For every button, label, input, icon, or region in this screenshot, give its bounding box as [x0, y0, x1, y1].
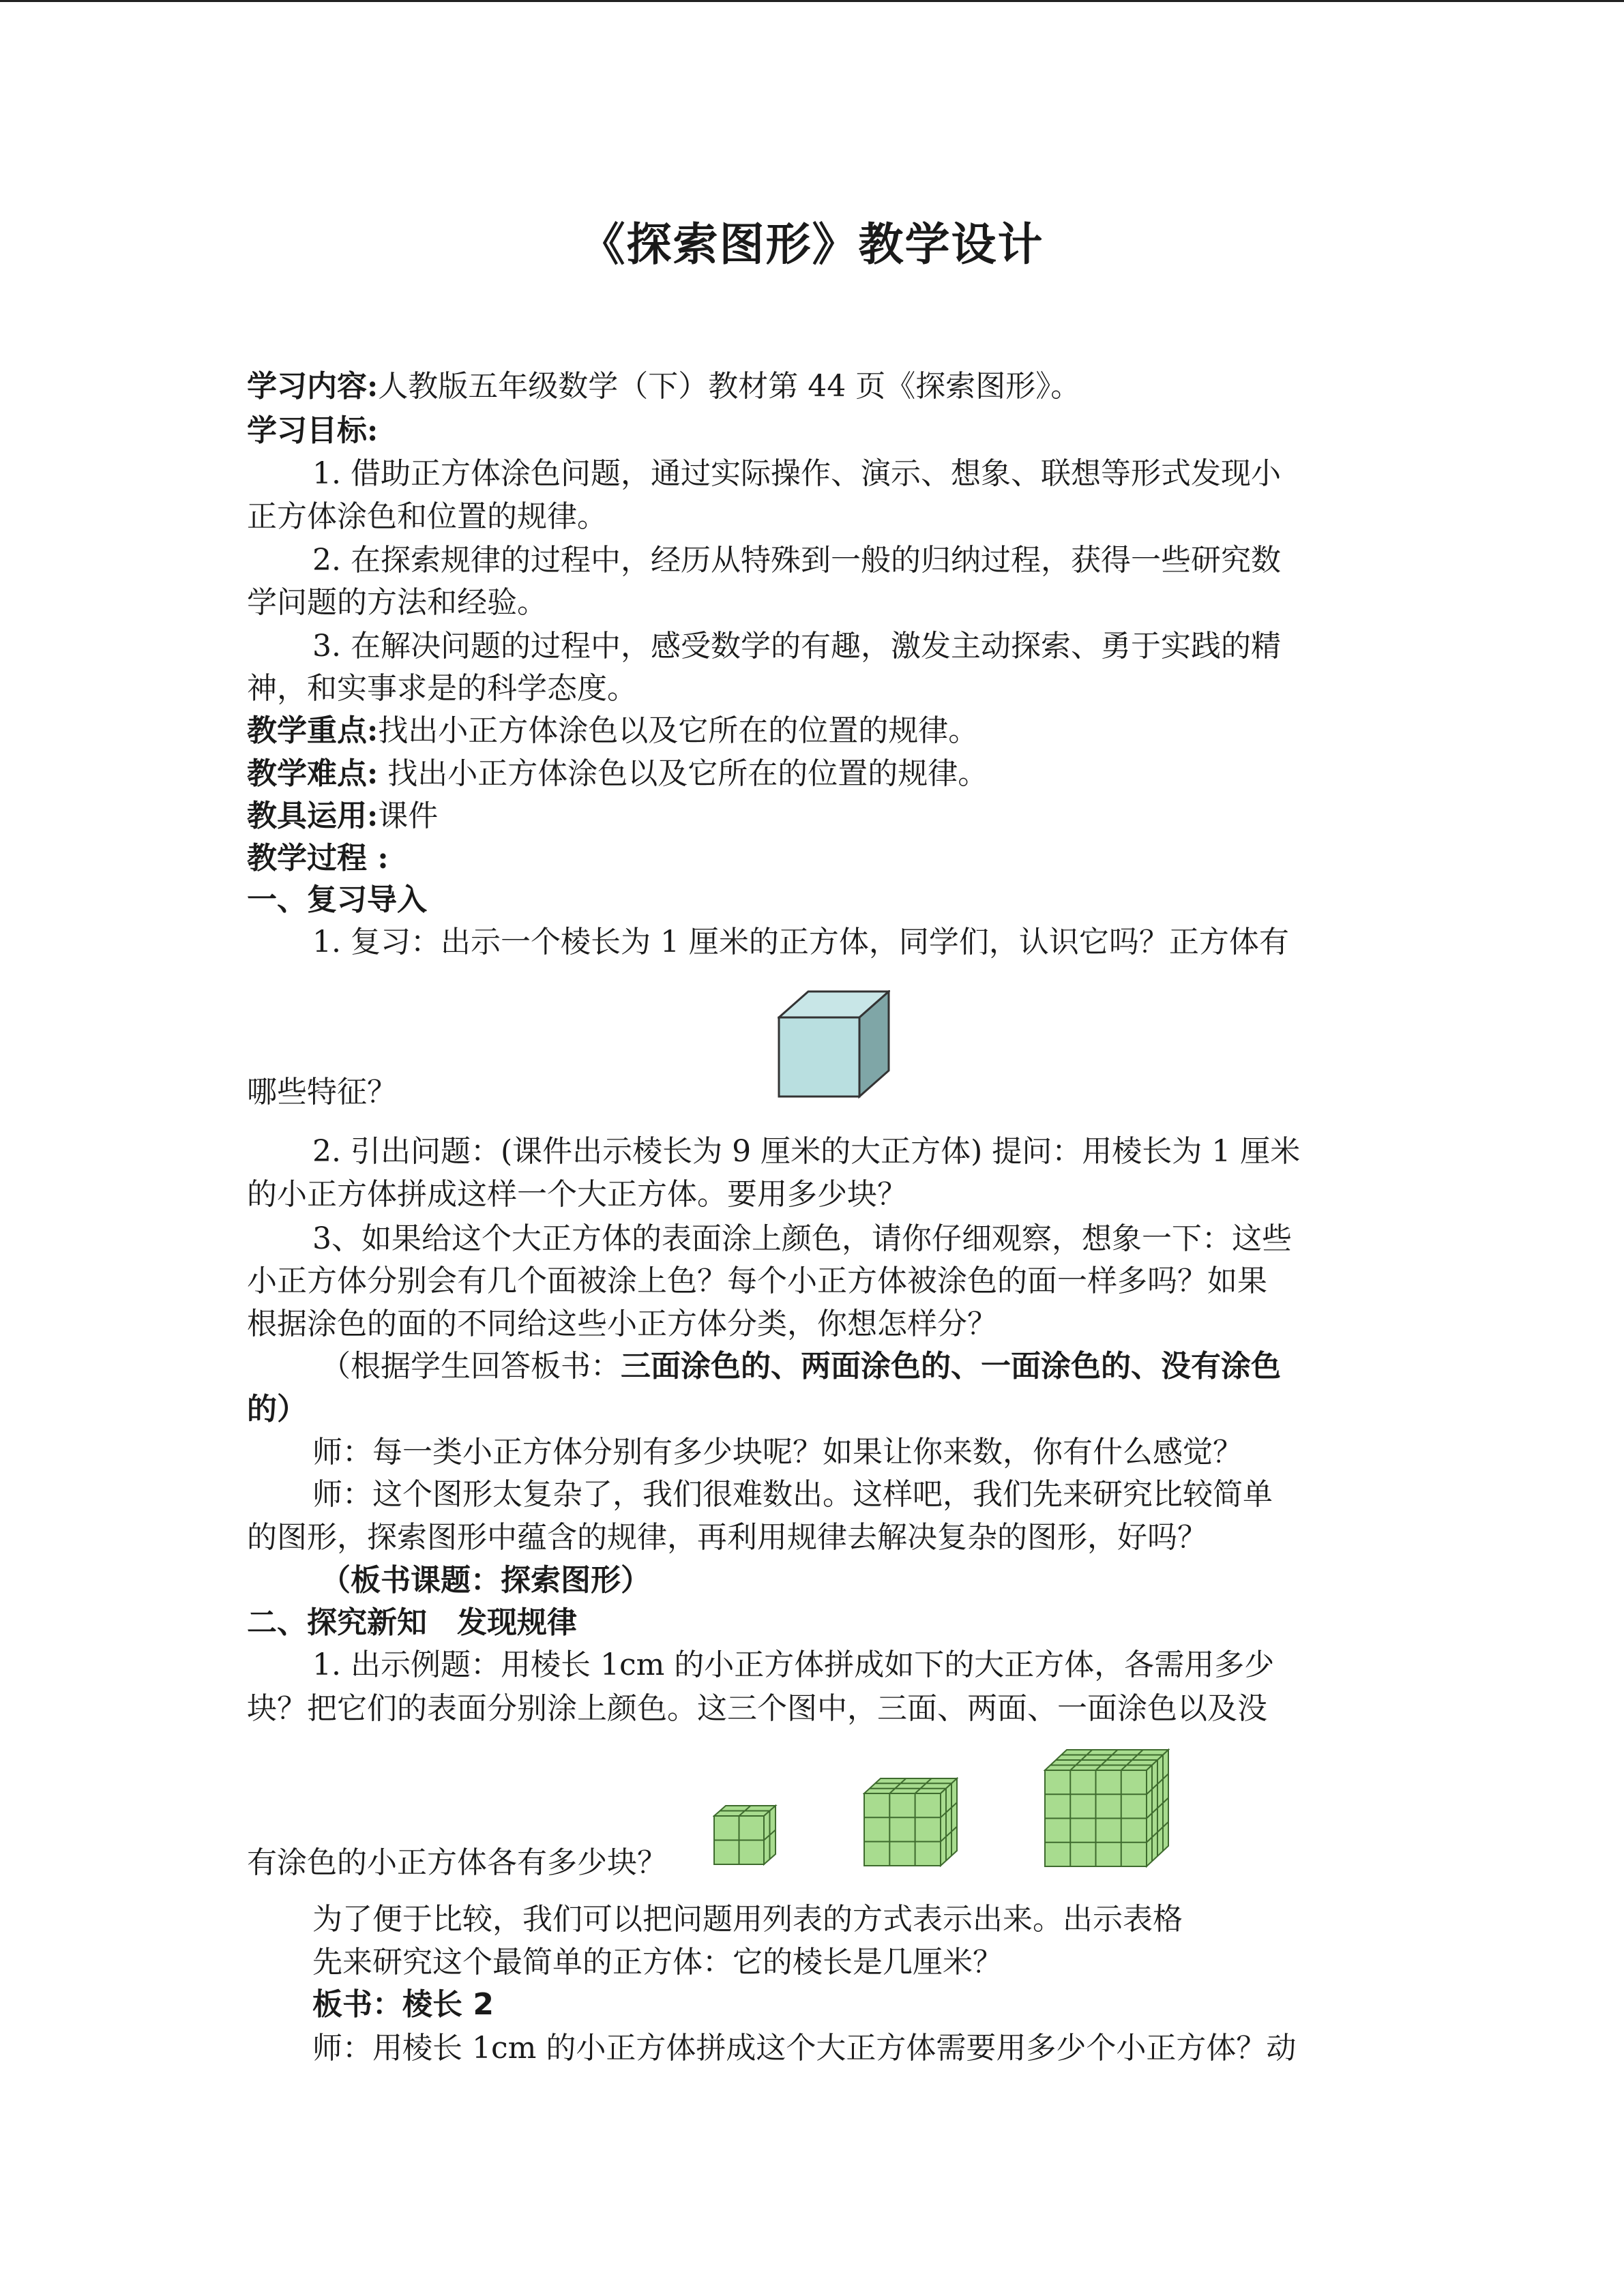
section2-heading: 二、探究新知 发现规律 [247, 1605, 577, 1640]
tools-text: 课件 [378, 799, 439, 833]
unit-cube-figure [778, 990, 890, 1099]
section1-p1-line-a: 1. 复习：出示一个棱长为 1 厘米的正方体，同学们，认识它吗？正方体有 [312, 925, 1289, 959]
objective-1-line-b: 正方体涂色和位置的规律。 [247, 499, 607, 534]
objective-2-line-b: 学问题的方法和经验。 [247, 585, 547, 620]
objective-3-line-a: 3. 在解决问题的过程中，感受数学的有趣，激发主动探索、勇于实践的精 [312, 629, 1281, 664]
section1-heading: 一、复习导入 [247, 882, 427, 917]
section1-p2-line-b: 的小正方体拼成这样一个大正方体。要用多少块？ [247, 1177, 907, 1212]
key-point-label: 教学重点: [247, 713, 379, 748]
section2-p3: 先来研究这个最简单的正方体：它的棱长是几厘米？ [312, 1945, 1003, 1980]
section2-p4: 师：用棱长 1cm 的小正方体拼成这个大正方体需要用多少个小正方体？动 [312, 2031, 1297, 2066]
section1-p3-line-c: 根据涂色的面的不同给这些小正方体分类，你想怎样分？ [247, 1307, 997, 1341]
difficulty-label: 教学难点: [247, 756, 379, 791]
document-title: 《探索图形》教学设计 [580, 218, 1044, 271]
difficulty-text: 找出小正方体涂色以及它所在的位置的规律。 [378, 756, 988, 791]
content-line [247, 369, 1081, 404]
section2-p1-line-a: 1. 出示例题：用棱长 1cm 的小正方体拼成如下的大正方体，各需用多少 [312, 1648, 1275, 1682]
section2-p1-line-b: 块？把它们的表面分别涂上颜色。这三个图中，三面、两面、一面涂色以及没 [247, 1691, 1267, 1726]
cube-3x3-figure [863, 1777, 958, 1867]
content-text: 人教版五年级数学（下）教材第 44 页《探索图形》。 [378, 369, 1081, 404]
board-note-1 [321, 1349, 1281, 1384]
difficulty-line [247, 756, 988, 791]
content-label: 学习内容: [247, 369, 379, 404]
objectives-label: 学习目标: [247, 413, 379, 448]
key-point-text: 找出小正方体涂色以及它所在的位置的规律。 [378, 713, 979, 748]
board-note-3: 板书：棱长 2 [312, 1987, 494, 2022]
board-note-1-bold: 三面涂色的、两面涂色的、一面涂色的、没有涂色 [621, 1349, 1281, 1384]
section2-p1-line-c: 有涂色的小正方体各有多少块？ [247, 1845, 667, 1880]
objective-2-line-a: 2. 在探索规律的过程中，经历从特殊到一般的归纳过程，获得一些研究数 [312, 543, 1281, 578]
tools-line [247, 801, 438, 831]
teacher-line-2a: 师：这个图形太复杂了，我们很难数出。这样吧，我们先来研究比较简单 [312, 1477, 1273, 1512]
process-label: 教学过程 : [247, 841, 389, 876]
board-note-1-prefix: （根据学生回答板书： [321, 1349, 621, 1384]
section1-p2-line-a: 2. 引出问题：(课件出示棱长为 9 厘米的大正方体) 提问：用棱长为 1 厘米 [312, 1134, 1301, 1169]
section1-p3-line-a: 3、如果给这个大正方体的表面涂上颜色，请你仔细观察，想象一下：这些 [312, 1221, 1292, 1256]
key-point-line [247, 713, 979, 748]
cube-2x2-figure [713, 1804, 778, 1866]
cube-4x4-figure [1044, 1748, 1170, 1868]
teacher-line-1: 师：每一类小正方体分别有多少块呢？如果让你来数，你有什么感觉？ [312, 1435, 1243, 1470]
board-note-2: （板书课题：探索图形） [321, 1563, 651, 1598]
section2-p2: 为了便于比较，我们可以把问题用列表的方式表示出来。出示表格 [312, 1902, 1183, 1937]
section1-p3-line-b: 小正方体分别会有几个面被涂上色？每个小正方体被涂色的面一样多吗？如果 [247, 1264, 1267, 1298]
page-top-border [0, 0, 1624, 2]
tools-label: 教具运用: [247, 799, 379, 833]
objective-1-line-a: 1. 借助正方体涂色问题，通过实际操作、演示、想象、联想等形式发现小 [312, 456, 1281, 491]
teacher-line-2b: 的图形，探索图形中蕴含的规律，再利用规律去解决复杂的图形，好吗？ [247, 1520, 1207, 1555]
board-note-1-tail: 的） [247, 1392, 307, 1427]
section1-p1-line-b: 哪些特征？ [247, 1075, 397, 1109]
objective-3-line-b: 神，和实事求是的科学态度。 [247, 671, 637, 706]
